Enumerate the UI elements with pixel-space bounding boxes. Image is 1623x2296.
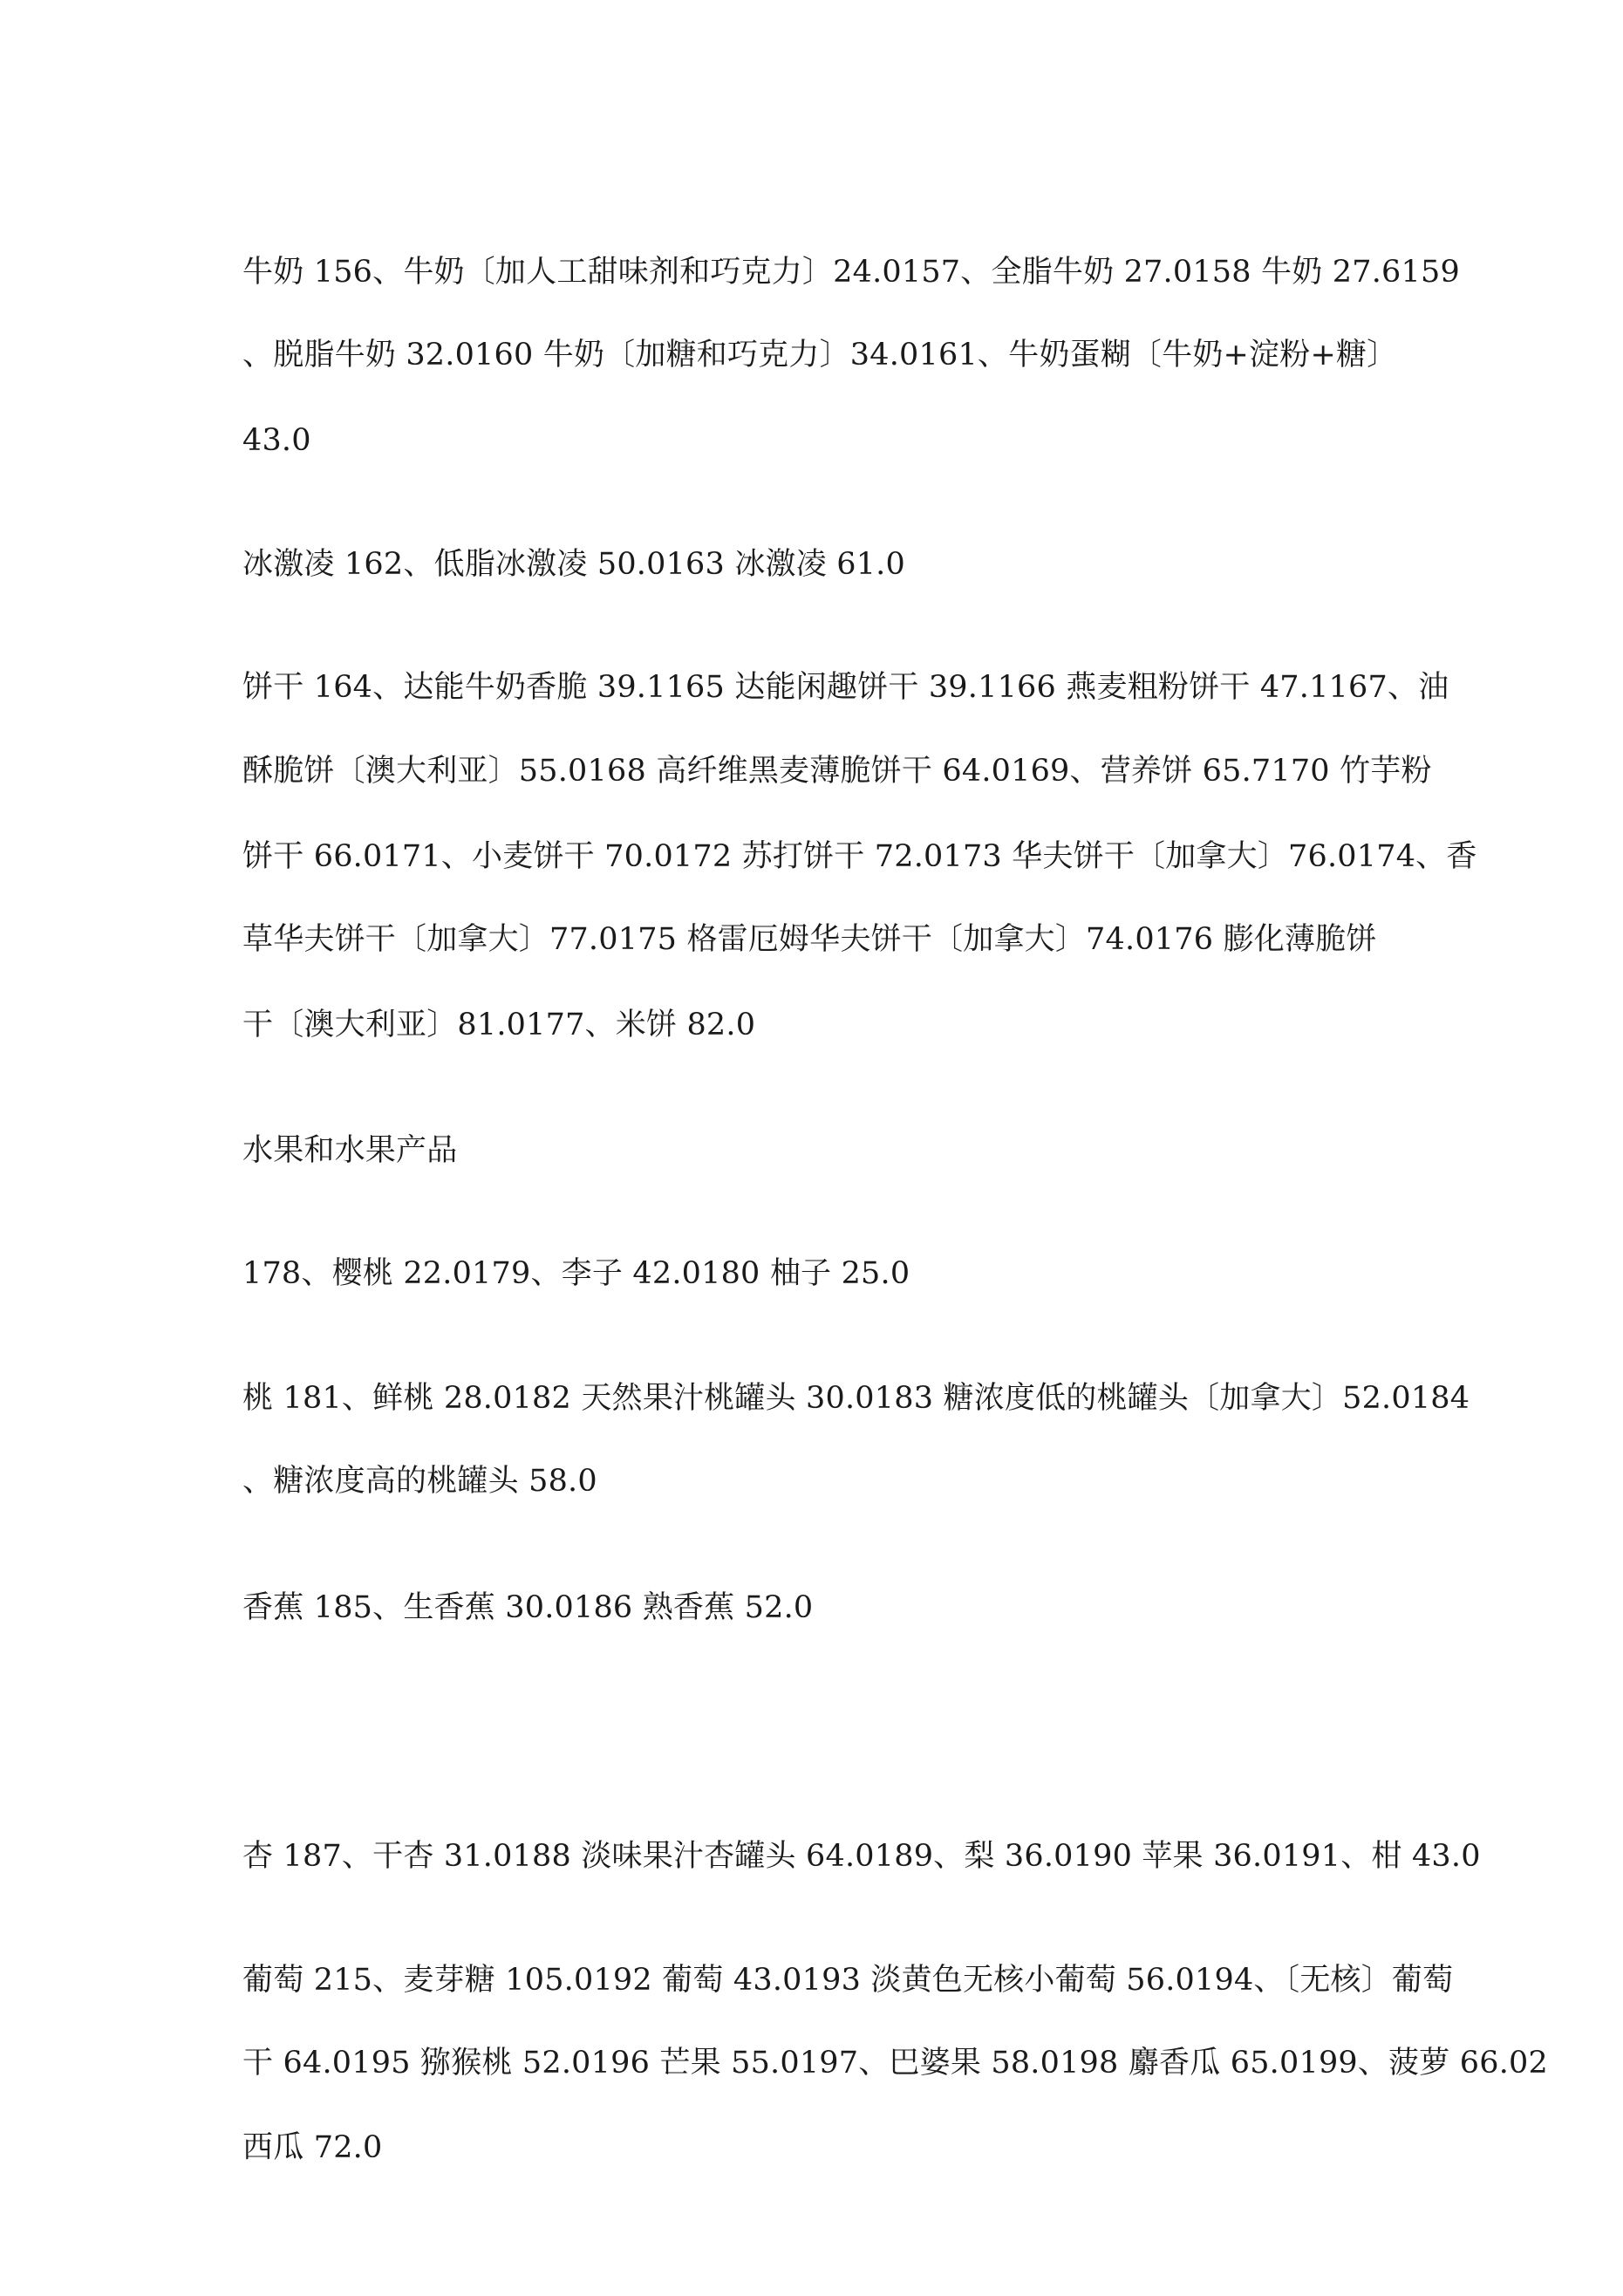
biscuits-line-2: 酥脆饼〔澳大利亚〕55.0168 高纤维黑麦薄脆饼干 64.0169、营养饼 65.7170 竹芋粉: [242, 754, 1432, 789]
biscuits-line-1: 饼干 164、达能牛奶香脆 39.1165 达能闲趣饼干 39.1166 燕麦粗粉饼干 47.1167、油: [242, 670, 1449, 705]
fruit-section-heading: 水果和水果产品: [242, 1133, 458, 1168]
cherry-line-1: 178、樱桃 22.0179、李子 42.0180 柚子 25.0: [242, 1256, 910, 1291]
grape-line-1: 葡萄 215、麦芽糖 105.0192 葡萄 43.0193 淡黄色无核小葡萄 56.0194、〔无核〕葡萄: [242, 1963, 1454, 1998]
peach-line-1: 桃 181、鲜桃 28.0182 天然果汁桃罐头 30.0183 糖浓度低的桃罐头〔加拿大〕52.0184: [242, 1381, 1470, 1416]
grape-line-2: 干 64.0195 猕猴桃 52.0196 芒果 55.0197、巴婆果 58.0198 麝香瓜 65.0199、菠萝 66.02: [242, 2046, 1548, 2081]
ice-cream-line-1: 冰激凌 162、低脂冰激凌 50.0163 冰激凌 61.0: [242, 547, 905, 582]
apricot-line-1: 杏 187、干杏 31.0188 淡味果汁杏罐头 64.0189、梨 36.0190 苹果 36.0191、柑 43.0: [242, 1839, 1481, 1874]
milk-line-1: 牛奶 156、牛奶〔加人工甜味剂和巧克力〕24.0157、全脂牛奶 27.0158 牛奶 27.6159: [242, 255, 1460, 290]
banana-line-1: 香蕉 185、生香蕉 30.0186 熟香蕉 52.0: [242, 1590, 814, 1625]
biscuits-line-4: 草华夫饼干〔加拿大〕77.0175 格雷厄姆华夫饼干〔加拿大〕74.0176 膨化薄脆饼: [242, 922, 1377, 957]
milk-line-3: 43.0: [242, 423, 311, 458]
biscuits-line-3: 饼干 66.0171、小麦饼干 70.0172 苏打饼干 72.0173 华夫饼干〔加拿大〕76.0174、香: [242, 839, 1477, 874]
biscuits-line-5: 干〔澳大利亚〕81.0177、米饼 82.0: [242, 1008, 756, 1042]
milk-line-2: 、脱脂牛奶 32.0160 牛奶〔加糖和巧克力〕34.0161、牛奶蛋糊〔牛奶+淀粉+糖〕: [242, 338, 1398, 372]
grape-line-3: 西瓜 72.0: [242, 2130, 383, 2165]
peach-line-2: 、糖浓度高的桃罐头 58.0: [242, 1464, 597, 1499]
